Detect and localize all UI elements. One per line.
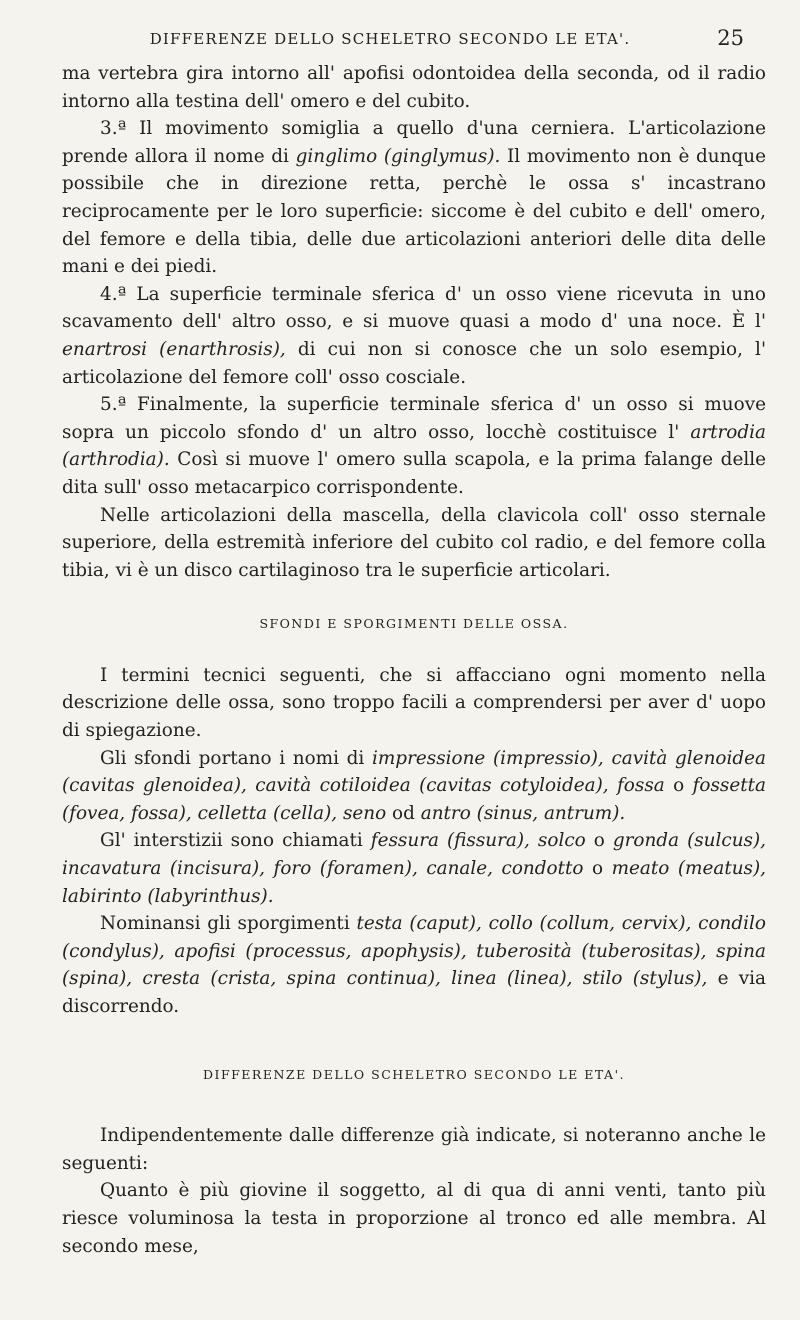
paragraph-ginglimo [62, 115, 766, 281]
term-enartrosi: enartrosi (enarthrosis), [62, 338, 286, 360]
section-heading-differenze: DIFFERENZE DELLO SCHELETRO SECONDO LE ETA'. [202, 1066, 625, 1082]
term-list: fessura (fissura), solco [370, 830, 586, 852]
paragraph-text: 4.ª La superficie terminale sferica d' un osso viene ricevuta in uno scavamento dell' altro osso, e si muove quasi a modo d' una noce. È l' [62, 283, 766, 333]
paragraph-sporgimenti [62, 910, 766, 1020]
paragraph-giovine: Quanto è più giovine il soggetto, al di qua di anni venti, tanto più riesce voluminosa la testa in proporzione al tronco ed alle membra. Al secondo mese, [62, 1180, 766, 1257]
paragraph-enartrosi [62, 281, 766, 391]
term-list: meato (meatus), labirinto (labyrinthus). [62, 858, 767, 907]
paragraph-text: Il movimento non è dunque possibile che in direzione retta, perchè le ossa s' incastrano reciprocamente per le loro superficie: siccome è del cubito e dell' omero, del femore e della tibia, delle due articolazioni anteriori delle dita delle mani e dei piedi. [62, 145, 766, 278]
paragraph-indipendentemente: Indipendentemente dalle differenze già indicate, si noteranno anche le seguenti: [62, 1125, 766, 1174]
paragraph-text: od [386, 802, 421, 824]
paragraph-sfondi [62, 745, 766, 828]
page-number: 25 [717, 26, 744, 50]
term-list: cavità glenoidea (cavitas glenoidea), cavità cotiloidea (cavitas cotyloidea), fossa [62, 747, 766, 797]
paragraph-text: Gli sfondi portano i nomi di [100, 747, 372, 769]
paragraph-text: 3.ª Il movimento somiglia a quello d'una cerniera. L'articolazione prende allora il nome di [62, 118, 766, 167]
section-heading-sfondi: SFONDI E SPORGIMENTI DELLE OSSA. [259, 616, 569, 632]
running-head: DIFFERENZE DELLO SCHELETRO SECONDO LE ETA'. [149, 30, 631, 48]
paragraph-continuation: ma vertebra gira intorno all' apofisi odontoidea della seconda, od il radio intorno alla testina dell' omero e del cubito. [62, 63, 766, 112]
paragraph-text: Così si muove l' omero sulla scapola, e la prima falange delle dita sull' osso metacarpico corrispondente. [62, 449, 766, 498]
paragraph-text: Gl' interstizii sono chiamati [100, 830, 371, 852]
term-list: testa (caput), collo (collum, cervix), condilo (condylus), apofisi (processus, apophysis), tuberosità (tuberositas), spina (spina), cresta (crista, spina continua), linea (linea), stilo (stylus), [62, 913, 766, 990]
term-list: gronda (sulcus), incavatura (incisura), foro (foramen), canale, condotto [62, 830, 767, 880]
term-list: fossetta (fovea, fossa), celletta (cella), seno [62, 775, 766, 824]
term-list: antro (sinus, antrum). [420, 802, 626, 824]
paragraph-text: o [583, 858, 612, 880]
paragraph-text: o [664, 775, 693, 797]
paragraph-text: e via discorrendo. [62, 968, 767, 1017]
paragraph-interstizii [62, 827, 766, 910]
paragraph-artrodia [62, 391, 766, 501]
paragraph-text: di cui non si conosce che un solo esempio, l' articolazione del femore coll' osso cosciale. [62, 338, 766, 388]
paragraph-termini-tecnici: I termini tecnici seguenti, che si affacciano ogni momento nella descrizione delle ossa, sono troppo facili a comprendersi per aver d' uopo di spiegazione. [62, 664, 766, 742]
term-artrodia: artrodia (arthrodia). [62, 421, 766, 471]
paragraph-disco-cartilaginoso: Nelle articolazioni della mascella, della clavicola coll' osso sternale superiore, della estremità inferiore del cubito col radio, e del femore colla tibia, vi è un disco cartilaginoso tra le superficie articolari. [62, 504, 766, 581]
paragraph-text: 5.ª Finalmente, la superficie terminale sferica d' un osso si muove sopra un piccolo sfondo d' un altro osso, locchè costituisce l' [62, 394, 766, 443]
body-text [62, 60, 766, 1260]
term-list: impressione (impressio), [371, 747, 604, 769]
paragraph-text: Nominansi gli sporgimenti [100, 913, 357, 935]
paragraph-text: o [585, 830, 613, 852]
term-ginglimo: ginglimo (ginglymus). [295, 145, 501, 167]
